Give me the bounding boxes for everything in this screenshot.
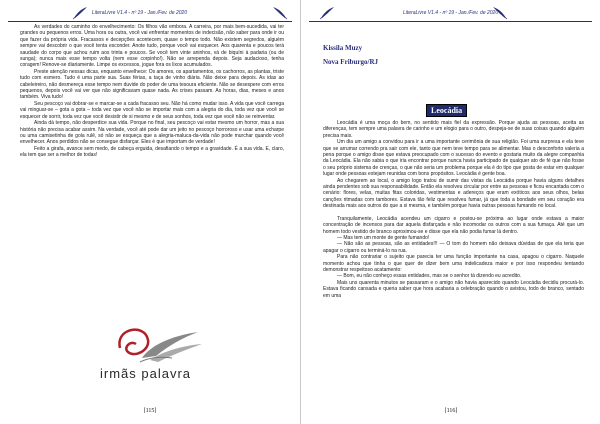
paragraph: — Mas tem um monte de gente fumando! — [337, 234, 430, 241]
paragraph: Mais uns quarenta minutos se passaram e o amigo não havia aparecido quando Leocádia decidiu procurá-lo. Estava ficando cansada e queria saber que hora acabaria a celebração quando o avistou, todo de branco, sentado em uma — [323, 279, 584, 299]
paragraph: Seu pescoço vai dobrar-se e marcar-se a cada fracasso seu. Não há como mudar isso. A vida que você carrega vai minguar-se – gota a gota – toda vez que você não se importar mais com a alegria do dia, toda vez que você se esquecer de sorrir, toda vez que você desistir de si mesmo e de seus sonhos, toda vez que você não se reinventar. — [20, 100, 284, 120]
author-city: Nova Friburgo/RJ — [323, 58, 379, 66]
right-page — [300, 0, 600, 424]
right-body-text — [323, 120, 584, 299]
quill-icon — [272, 6, 288, 20]
paragraph: — Bom, eu não conheço essas entidades, mas se o senhor tá dizendo eu acredito. — [337, 273, 522, 280]
paragraph: Leocádia é uma moça do bem, no sentido mais fiel da expressão. Porque ajuda as pessoas, aceita as diferenças, tem sempre uma palavra de carinho e um elogio para o outro, despeja-se de suas coisas quando alguém precisa mais. — [323, 120, 584, 139]
story-title: Leocádia — [426, 104, 467, 117]
author-name: Kissila Muzy — [323, 44, 363, 52]
paragraph: Preste atenção nessas dicas, enquanto envelhece: Os amores, os apartamentos, os cachorros, as plantas, triste tudo com esmero. Tudo é uma parte sua. Suas férias, a taça de vinho diária. Não deixe para depois. As idas ao cabeleireiro, não desmereça esse tempo nem duvide do poder de uma tesoura eficiente. Não se desespere com erros pequenos, depois você vai ver que não significavam quase nada. As crises passam. As horas, dias, meses e anos também. Viva tudo! — [20, 68, 284, 101]
paragraph: — Não são as pessoas, são as entidades!!! — O tom do homem não deixava dúvidas de que ela teria que apagar o cigarro ou terminá-lo na rua. — [323, 241, 584, 254]
running-title: LiteraLivre V1.4 - nº 19 - Jan./Fev. de 2020 — [403, 10, 499, 16]
paragraph: Um dia um amigo a convidou para ir a uma importante cerimônia de sua religião. Foi uma surpresa e ela teve que se arrumar correndo pra sair com ele, tanto que nem teve tempo para se alimentar. Mas o desconforto valeria a pena porque o amigo disse que estava preocupado com o sucesso do evento e gostaria muito da alegre companhia da Leocádia. Ela não sabia o que iria encontrar porque nunca havia participado de qualquer ato de fé que não fosse o seu próprio sistema de crenças, o que não seria um problema porque ela é do tipo que gosta de estar em qualquer lugar onde pessoas estejam reunidas com bons propósitos. Leocádia é gente boa. — [323, 139, 584, 178]
quill-icon — [72, 6, 88, 20]
running-header — [8, 5, 292, 22]
running-title: LiteraLivre V1.4 - nº 19 - Jan./Fev. de 2020 — [92, 10, 188, 16]
quill-icon — [319, 6, 335, 20]
page-number: [115] — [143, 408, 157, 414]
page-number: [116] — [444, 408, 458, 414]
paragraph: Tranquilamente, Leocádia acendeu um cigarro e postou-se próxima ao lugar onde estava a maior concentração de incensos para dar aquela disfarçada e não incomodar os outros com a sua fumaça. Até que um homem todo vestido de branco aproximou-se e disse que ela não podia fumar lá dentro. — [323, 215, 584, 235]
paragraph: Feito a girafa, avance sem medo, de cabeça erguida, desafiando o tempo e a gravidade. É a sua vida. E, claro, ela tem que ser a melhor de todas! — [20, 145, 284, 159]
logo-text: irmãs palavra — [100, 366, 192, 381]
quill-icon — [492, 6, 508, 20]
left-body-text — [20, 24, 284, 159]
paragraph: Ainda dá tempo, não desperdice sua vida. Porque no final, seu pescoço vai estar mesmo um horror, mas a sua história não precisa acabar assim. Na verdade, você até pode dar um jeito no pescoço horroroso e usar uma echarpe ou uma camisetinha de gola rulê, só não se esqueça que a alegria-maluca-da-vida não pode murchar quando você envelhecer. Anos perdidos não se consegue disfarçar. Eles é que importam de verdade! — [20, 120, 284, 146]
paragraph: As verdades do caminho do envelhecimento: Os filhos vão embora. A carreira, por mais bem-sucedida, vai ter grandes ou pequenos erros. Uma hora ou outra, você vai enfrentar momentos de indecisão, não saber para onde ir ou que fazer da própria vida. Fracassos e decepções acontecem, quase o tempo todo. Não existem segredos, alguém sempre vai descobrir o que você tenta esconder. Anote tudo, porque você vai esquecer. Aos quarenta e poucos terá saudade do corpo que achou ruim aos trinta e poucos. Se você tem vinte aninhos, vá de biquíni à padaria (ou de sunga); nunca mais esse tempo volta (nem esse corpinho!). Não se arrependa depois. Seja audacioso, tenha coragem! Renove-se diariamente. Limpe os excessos, jogue fora os lixos acumulados. — [20, 24, 284, 69]
running-header — [309, 5, 592, 22]
paragraph: Para não contrariar o sujeito que parecia ter uma função importante na casa, apagou o cigarro. Naquele momento achou que tinha o que quer de dizer bem uma indelicadeza maior e por isso respondeu tentando demonstrar respeitoso acatamento: — [323, 254, 584, 273]
paragraph: Ao chegarem ao local, o amigo logo tratou de sumir das vistas da Leocádia porque havia alguns detalhes ainda pendentes sob sua responsabilidade. Então ela resolveu circular por entre as pessoas e ficou encantada com o cenário: flores, velas, muitas fitas coloridas, vestimentas e adereços que eram exóticos aos seus olhos, belas canções ritmadas com tambores. Estava tão feliz que resolveu fumar, já que toda a bondade em seu coração era destinada mais aos outros do que a si mesma, e também porque havia outras pessoas fumando no local. — [323, 177, 584, 210]
